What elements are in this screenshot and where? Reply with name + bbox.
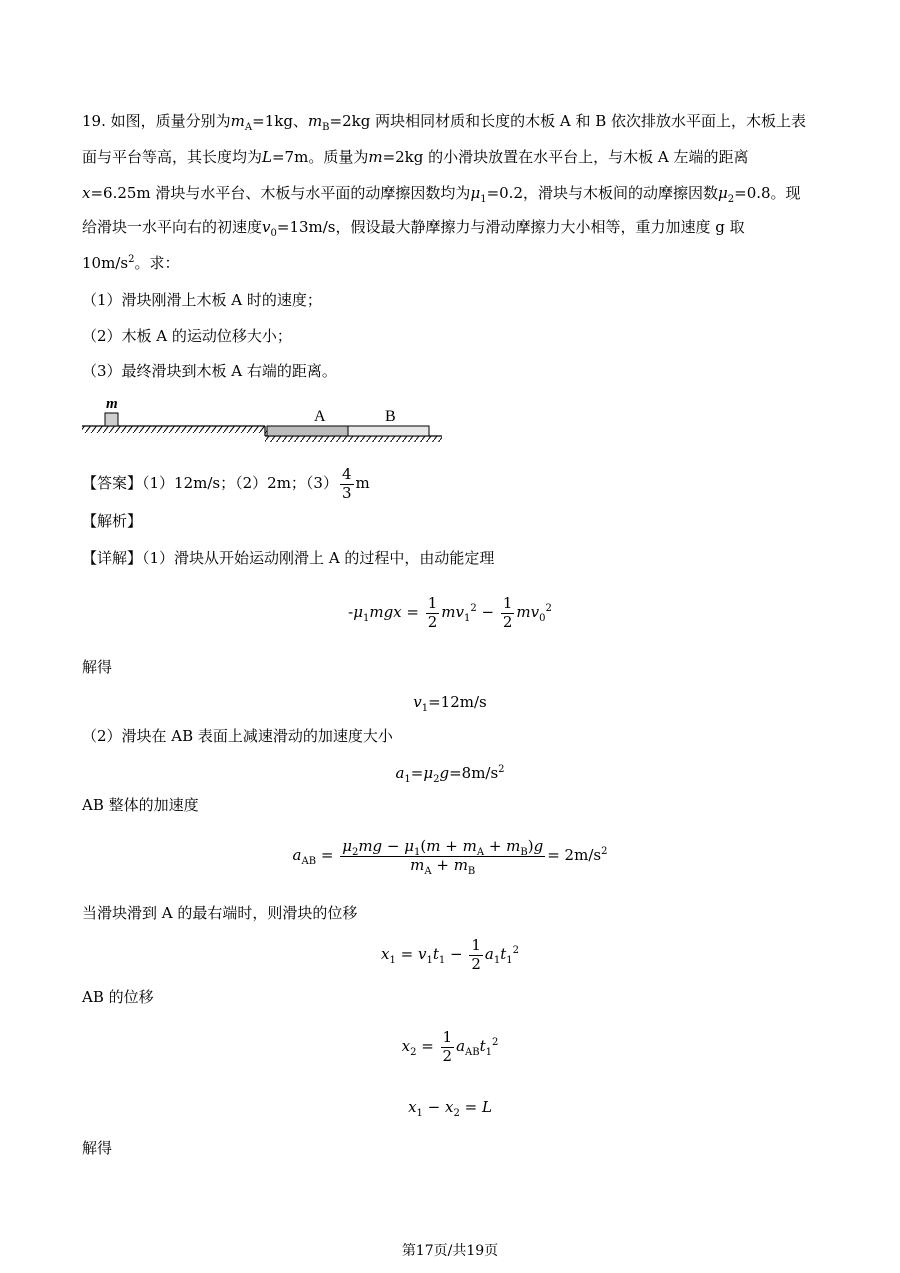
analysis-label: 【解析】 [82, 512, 143, 530]
a1-result: $a_1=\mu_2g=8m/s^2$ [395, 764, 505, 785]
label-b: B [385, 408, 396, 425]
question-2: （2）木板 A 的运动位移大小； [82, 327, 292, 345]
problem-line-4: 给滑块一水平向右的初速度$v_0=13m/s$，假设最大静摩擦力与滑动摩擦力大小相等，重力加速度 g 取 [82, 218, 745, 239]
detail-intro: 【详解】（1）滑块从开始运动刚滑上 A 的过程中，由动能定理 [82, 549, 495, 567]
solve-label-1: 解得 [82, 658, 113, 676]
answer-line: 【答案】（1）12m/s；（2）2m；（3） $\frac{4}{3}$ m [82, 465, 370, 502]
solve-label-2: 解得 [82, 1139, 113, 1157]
problem-line-1: 19. 如图，质量分别为$m_A=1kg$、$m_B=2kg$ 两块相同材质和长度的木板 A 和 B 依次排放水平面上，木板上表 [82, 112, 807, 133]
equation-x2: $x_2$ = $\frac{1}{2}$ $a_{AB}t_1^2$ [401, 1028, 499, 1065]
equation-diff: $x_1 - x_2 = L$ [408, 1098, 492, 1119]
equation-ab-accel: $a_{AB}$ = $\frac{\mu_2mg - \mu_1(m + m_A + m_B)g}{m_A + m_B}$ = $2m/s^2$ [292, 837, 608, 877]
answer-fraction: $\frac{4}{3}$ [341, 465, 352, 502]
problem-figure [80, 392, 450, 442]
problem-line-2: 面与平台等高，其长度均为L=7m。质量为m=2kg 的小滑块放置在水平台上，与木板 A 左端的距离 [82, 148, 749, 166]
ab-accel-label: AB 整体的加速度 [82, 796, 199, 814]
ab-disp-label: AB 的位移 [82, 988, 154, 1006]
board-a [267, 426, 348, 436]
problem-line-3: x=6.25m 滑块与水平台、木板与水平面的动摩擦因数均为$\mu_1=0.2$，滑块与木板间的动摩擦因数$\mu_2=0.8$。现 [82, 184, 801, 205]
equation-energy-theorem: $-\mu_1mgx$ = $\frac{1}{2}$ $mv_1^2$ − $\frac{1}{2}$ $mv_0^2$ [348, 594, 552, 631]
block-m [105, 413, 118, 426]
question-3: （3）最终滑块到木板 A 右端的距离。 [82, 362, 337, 380]
problem-line-5: $10m/s^2$。求： [82, 254, 180, 272]
v1-result: $v_1=12m/s$ [413, 693, 487, 714]
page-footer: 第17页/共19页 [401, 1243, 499, 1259]
label-m: m [106, 396, 118, 412]
board-b [348, 426, 429, 436]
equation-x1: $x_1 = v_1t_1$ − $\frac{1}{2}$ $a_1t_1^2$ [381, 936, 519, 973]
label-a: A [314, 408, 326, 425]
part-2-intro: （2）滑块在 AB 表面上减速滑动的加速度大小 [82, 727, 393, 745]
problem-number: 19. [82, 112, 106, 130]
question-1: （1）滑块刚滑上木板 A 时的速度； [82, 291, 322, 309]
right-end-label: 当滑块滑到 A 的最右端时，则滑块的位移 [82, 904, 358, 922]
